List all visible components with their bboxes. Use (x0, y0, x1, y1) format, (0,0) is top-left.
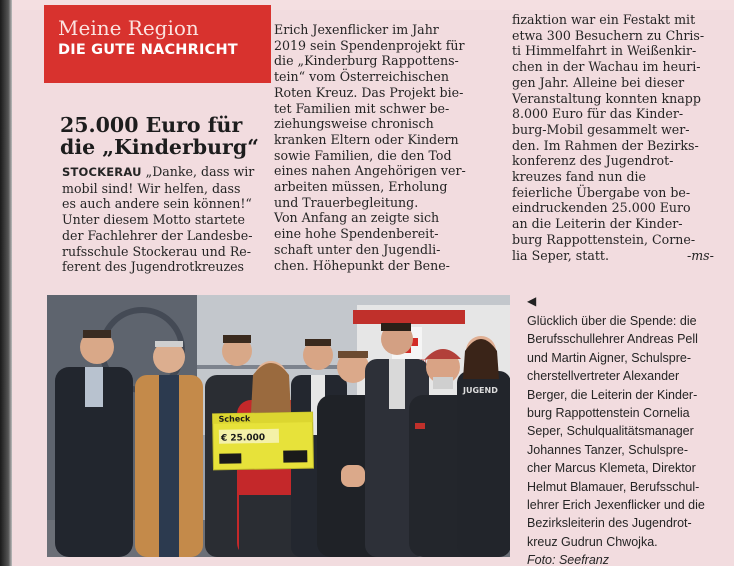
caption-line: Berger, die Leiterin der Kinder- (527, 387, 698, 402)
caption-line: burg Rappottenstein Cornelia (527, 406, 690, 421)
text-line: 8.000 Euro für das Kinder- (512, 106, 684, 122)
dark-edge (0, 0, 12, 566)
text-line: eine hohe Spendenbereit- (274, 226, 439, 242)
caption-arrow-icon: ◀ (527, 294, 537, 308)
text-line: und Trauerbegleitung. (274, 194, 419, 210)
group-photo (47, 295, 510, 557)
cheque-amount: € 25.000 (220, 432, 266, 444)
article-column-1 (62, 164, 262, 275)
text-line: Von Anfang an zeigte sich (274, 210, 440, 226)
article-column-2 (274, 22, 478, 273)
article-headline (60, 114, 265, 158)
text-line: konferenz des Jugendrot- (512, 153, 674, 169)
text-line: kranken Eltern oder Kindern (274, 131, 459, 147)
headline-line-2: die „Kinderburg“ (60, 135, 259, 159)
region-title: Meine Region (58, 16, 199, 40)
caption-line: Berufsschullehrer Andreas Pell (527, 332, 698, 347)
text-line: arbeiten müssen, Erholung (274, 179, 448, 195)
cheque (213, 412, 314, 470)
text-line: der Fachlehrer der Landesbe- (62, 227, 253, 243)
text-line: etwa 300 Besuchern zu Chris- (512, 27, 705, 43)
text-line: gen Jahr. Alleine bei dieser (512, 74, 685, 90)
photo-caption (527, 312, 717, 566)
text-line: ferent des Jugendrotkreuzes (62, 259, 245, 275)
text-fragment: lia Seper, statt. (512, 247, 609, 263)
caption-line: Helmut Blamauer, Berufsschul- (527, 479, 700, 494)
caption-line: Seper, Schulqualitätsmanager (527, 424, 694, 439)
caption-line: lehrer Erich Jexenflicker und die (527, 498, 705, 513)
text-line: ti Himmelfahrt in Weißenkir- (512, 43, 697, 59)
text-line: es auch andere sein können!“ (62, 196, 252, 212)
text-line: den. Im Rahmen der Bezirks- (512, 137, 699, 153)
text-line: kreuzes fand nun die (512, 169, 646, 185)
caption-line: und Martin Aigner, Schulspre- (527, 350, 691, 365)
dateline: STOCKERAU (62, 165, 142, 179)
article-column-3 (512, 12, 714, 263)
shirt-text: JUGEND (463, 386, 498, 395)
caption-line: cherstellvertreter Alexander (527, 369, 680, 384)
text-line: feierliche Übergabe von be- (512, 184, 691, 200)
author-signature: -ms- (686, 247, 714, 263)
caption-line: Glücklich über die Spende: die (527, 314, 697, 328)
text-line: fizaktion war ein Festakt mit (512, 12, 696, 27)
text-line (512, 247, 714, 264)
text-line: chen. Höhepunkt der Bene- (274, 257, 450, 273)
text-line: eines nahen Angehörigen ver- (274, 163, 466, 179)
text-line (62, 164, 262, 181)
text-line: Veranstaltung konnten knapp (512, 90, 701, 106)
text-line: burg Rappottenstein, Corne- (512, 231, 696, 247)
photo-credit: Foto: Seefranz (527, 553, 609, 566)
text-line: Erich Jexenflicker im Jahr (274, 22, 439, 37)
text-line: burg-Mobil gesammelt wer- (512, 121, 690, 137)
text-line: Roten Kreuz. Das Projekt bie- (274, 84, 464, 100)
text-fragment: „Danke, dass wir (145, 164, 255, 179)
text-line: 2019 sein Spendenprojekt für (274, 37, 465, 53)
text-line: chen in der Wachau im heuri- (512, 59, 701, 75)
caption-line: kreuz Gudrun Chwojka. (527, 534, 658, 549)
region-header-box (44, 5, 271, 83)
text-line: an die Leiterin der Kinder- (512, 216, 683, 232)
text-line: mobil sind! Wir helfen, dass (62, 180, 241, 196)
text-line: sowie Familien, die den Tod (274, 147, 452, 163)
caption-line: Bezirksleiterin des Jugendrot- (527, 516, 692, 531)
section-title: DIE GUTE NACHRICHT (58, 42, 238, 58)
text-line: rufsschule Stockerau und Re- (62, 243, 252, 259)
text-line: ziehungsweise chronisch (274, 116, 434, 132)
text-line: eindruckenden 25.000 Euro (512, 200, 691, 216)
text-line: Unter diesem Motto startete (62, 212, 245, 228)
cheque-label: Scheck (218, 414, 251, 424)
headline-line-1: 25.000 Euro für (60, 113, 243, 137)
text-line: die „Kinderburg Rappottens- (274, 53, 459, 69)
group-photo-drawing (47, 295, 510, 557)
text-line: schaft unter den Jugendli- (274, 241, 441, 257)
caption-line: cher Marcus Klemeta, Direktor (527, 461, 696, 476)
text-line: tein“ vom Österreichischen (274, 69, 449, 85)
text-line: tet Familien mit schwer be- (274, 100, 450, 116)
caption-line: Johannes Tanzer, Schulspre- (527, 442, 688, 457)
